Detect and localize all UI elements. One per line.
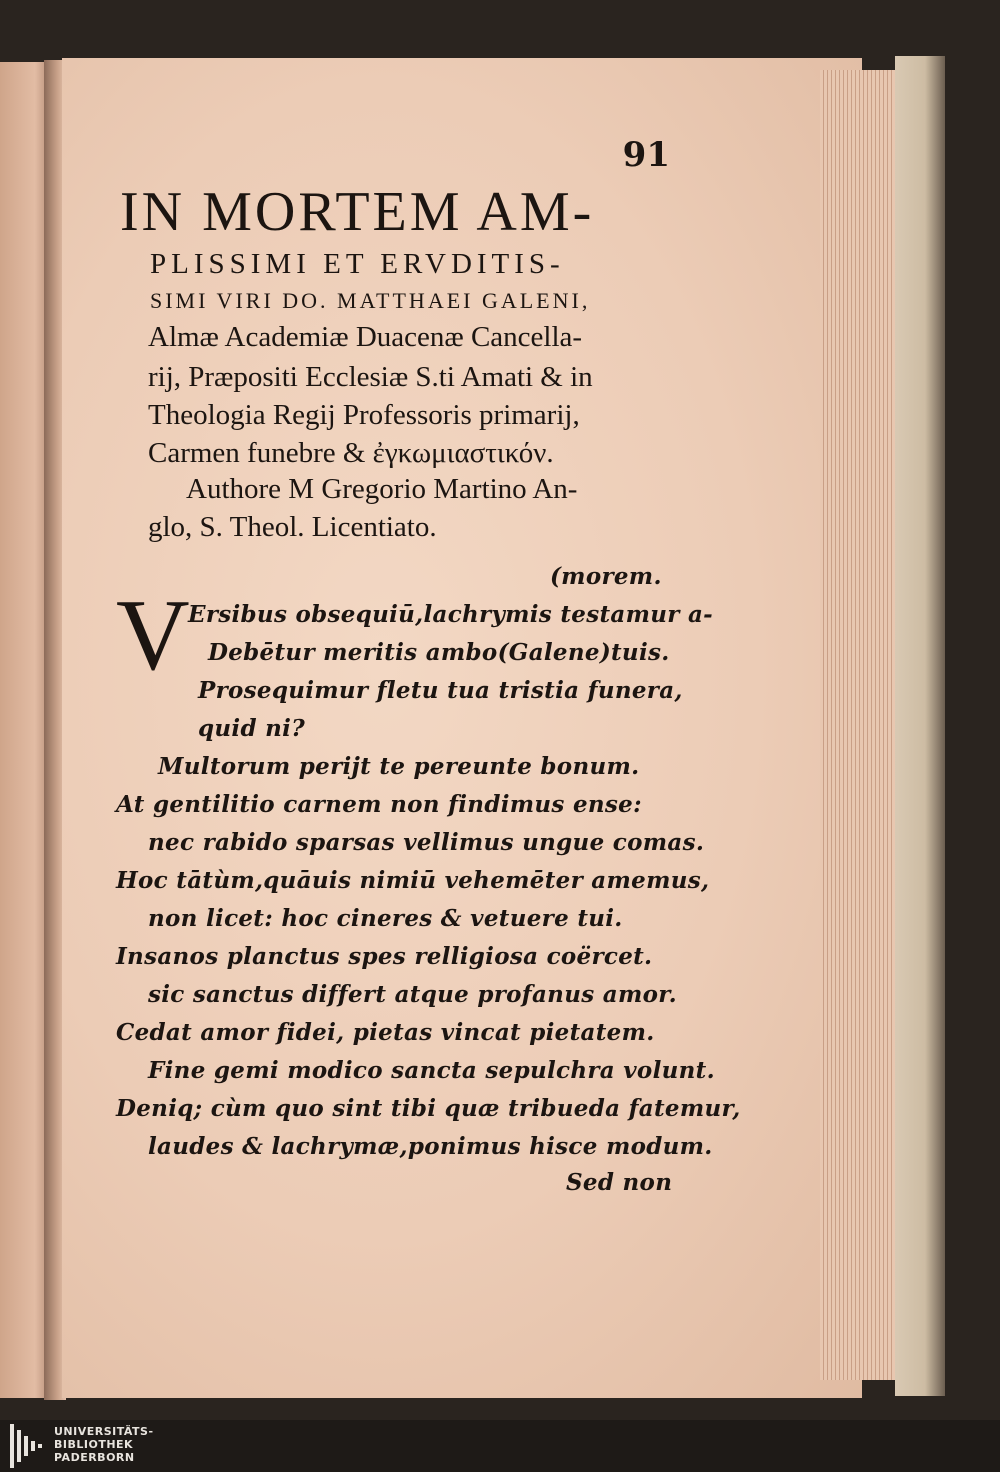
verse-line: Prosequimur fletu tua tristia funera, [198, 677, 683, 704]
verse-line: sic sanctus differt atque profanus amor. [148, 981, 677, 1008]
library-name-line: PADERBORN [54, 1451, 135, 1464]
footer-bar [0, 1420, 1000, 1472]
verse-line: Deniq; cùm quo sint tibi quæ tribueda fatemur, [116, 1095, 741, 1122]
verse-line: Insanos planctus spes relligiosa coërcet. [116, 943, 653, 970]
heading-body-line: rij, Præpositi Ecclesiæ S.ti Amati & in [148, 361, 593, 393]
library-name [54, 1425, 154, 1464]
heading-body-line: Carmen funebre & ἐγκωμιαστικόν. [148, 437, 554, 469]
verse-line: nec rabido sparsas vellimus ungue comas. [148, 829, 705, 856]
verse-line: Hoc tātùm,quāuis nimiū vehemēter amemus, [116, 867, 710, 894]
verse-line: Ersibus obsequiū,lachrymis testamur a- [188, 601, 714, 628]
verse-line: Multorum perijt te pereunte bonum. [158, 753, 640, 780]
left-page-edge [0, 62, 50, 1398]
author-line: Authore M Gregorio Martino An- [186, 473, 578, 505]
drop-cap: V [116, 579, 190, 692]
title-line-2: PLISSIMI ET ERVDITIS- [150, 248, 565, 280]
heading-body-line: Theologia Regij Professoris primarij, [148, 399, 580, 431]
library-name-line: BIBLIOTHEK [54, 1438, 134, 1451]
verse-line: At gentilitio carnem non findimus ense: [116, 791, 642, 818]
verse-line: Fine gemi modico sancta sepulchra volunt. [148, 1057, 715, 1084]
university-library-logo-icon [10, 1424, 50, 1468]
page-number: 91 [622, 135, 670, 175]
verse-line: (morem. [550, 563, 662, 590]
verse-line: Debētur meritis ambo(Galene)tuis. [208, 639, 670, 666]
heading-body-line: Almæ Academiæ Duacenæ Cancella- [148, 321, 583, 353]
verse-line: quid ni? [198, 715, 305, 742]
author-line: glo, S. Theol. Licentiato. [148, 511, 437, 543]
cover-edge [895, 56, 945, 1396]
library-name-line: UNIVERSITÄTS- [54, 1425, 154, 1438]
catchword: Sed non [566, 1169, 673, 1196]
verse-line: Cedat amor fidei, pietas vincat pietatem. [116, 1019, 655, 1046]
page-text [110, 135, 741, 1196]
title-main: IN MORTEM AM- [120, 181, 595, 243]
verse-line: laudes & lachrymæ,ponimus hisce modum. [148, 1133, 713, 1160]
title-line-3: SIMI VIRI DO. MATTHAEI GALENI, [150, 288, 591, 313]
verse-line: non licet: hoc cineres & vetuere tui. [148, 905, 623, 932]
